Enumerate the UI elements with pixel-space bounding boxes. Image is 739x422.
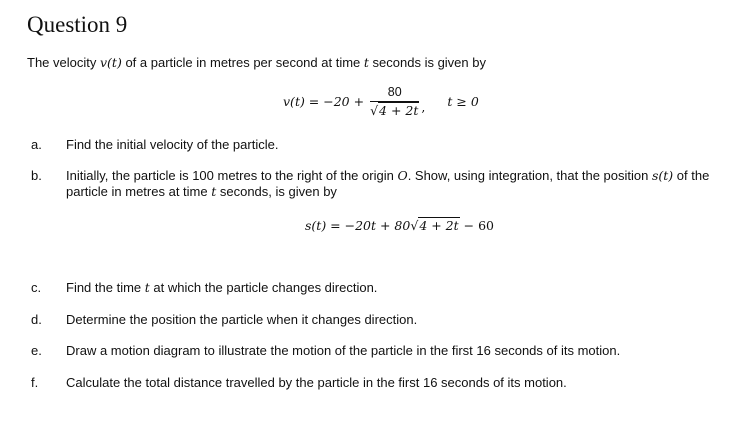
intro-text-3: seconds is given by	[368, 55, 486, 70]
part-b-text-2: . Show, using integration, that the position	[407, 168, 652, 183]
position-radical-sign: √	[410, 218, 419, 233]
velocity-fraction-numerator: 80	[370, 85, 419, 102]
position-equation-rhs: − 60	[459, 218, 494, 233]
part-f-text: Calculate the total distance travelled by the particle in the first 16 seconds of its motion.	[66, 375, 567, 390]
part-c-text-1: Find the time	[66, 280, 145, 295]
intro-text-1: The velocity	[27, 55, 100, 70]
position-equation	[305, 217, 494, 235]
velocity-symbol: v(t)	[99, 55, 122, 70]
question-title: Question 9	[27, 12, 128, 37]
question-intro	[27, 55, 486, 70]
velocity-radicand: 4 + 2t	[379, 103, 419, 118]
part-b-text-4: seconds, is given by	[216, 184, 337, 199]
part-a-letter: a.	[31, 137, 42, 152]
position-equation-lhs: s(t) = −20t + 80	[305, 218, 411, 233]
velocity-separator: ,	[421, 99, 426, 115]
part-d-letter: d.	[31, 312, 42, 327]
position-radicand: 4 + 2t	[419, 218, 459, 233]
velocity-equation	[283, 85, 479, 118]
part-b-text-3: of the particle in metres at time	[66, 168, 710, 199]
velocity-fraction-denominator	[370, 102, 419, 118]
velocity-equation-lhs: v(t) = −20 +	[283, 94, 369, 109]
part-e-text: Draw a motion diagram to illustrate the motion of the particle in the first 16 seconds of its motion.	[66, 343, 621, 358]
part-c-time-symbol: t	[144, 280, 150, 295]
velocity-fraction	[370, 85, 419, 118]
part-d-text: Determine the position the particle when it changes direction.	[66, 312, 418, 327]
intro-text-2: of a particle in metres per second at time	[121, 55, 364, 70]
velocity-condition: t ≥ 0	[447, 94, 479, 109]
part-c-text-2: at which the particle changes direction.	[149, 280, 378, 295]
part-a-text: Find the initial velocity of the particle.	[66, 137, 279, 152]
part-b-letter: b.	[31, 168, 42, 183]
part-f-letter: f.	[31, 375, 39, 390]
part-b-time-symbol: t	[211, 184, 217, 199]
velocity-radical-sign: √	[370, 103, 379, 118]
part-c-text	[66, 280, 716, 296]
part-b-text-1: Initially, the particle is 100 metres to the right of the origin	[66, 168, 398, 183]
position-symbol: s(t)	[651, 168, 674, 183]
time-symbol: t	[363, 55, 369, 70]
part-c-letter: c.	[31, 280, 42, 295]
part-b-text	[66, 168, 716, 200]
part-e-letter: e.	[31, 343, 42, 358]
origin-symbol: O	[397, 168, 408, 183]
